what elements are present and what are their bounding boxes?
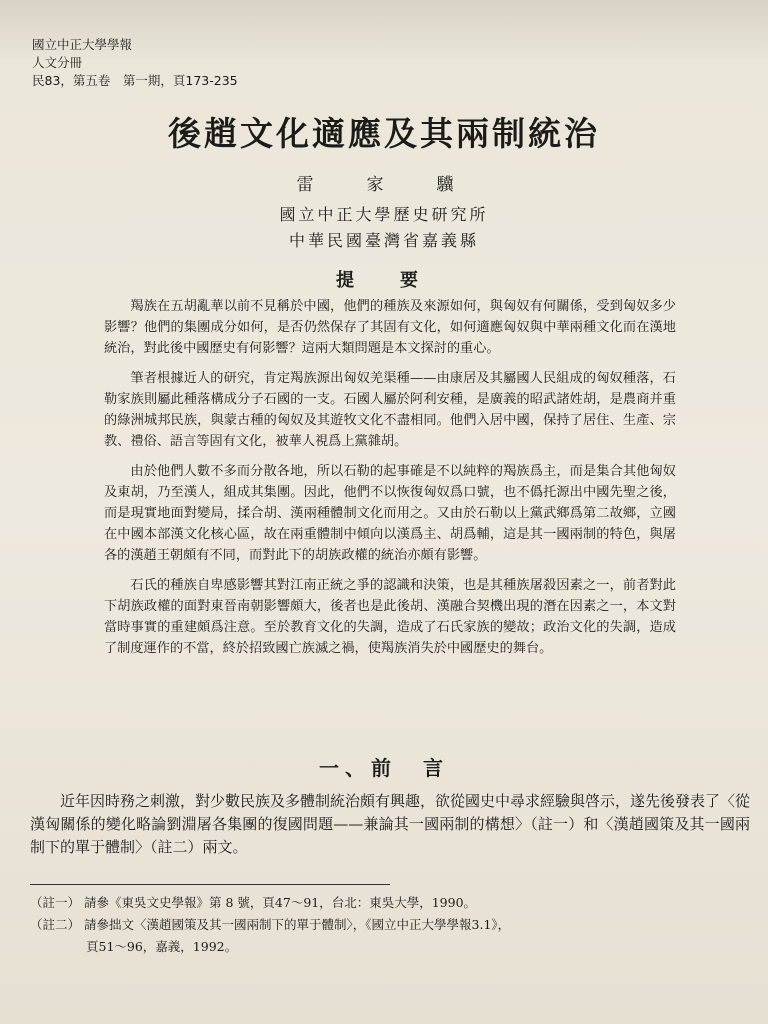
journal-volume-info: 民83，第五卷 第一期，頁173-235 xyxy=(32,73,238,88)
footnote-continuation: 頁51～96，嘉義，1992。 xyxy=(86,939,238,954)
footnote-text: 請參《東吳文史學報》第 8 號，頁47～91，台北：東吳大學，1990。 xyxy=(84,895,477,910)
section-heading: 一、前 言 xyxy=(319,756,449,780)
author-affiliation-location: 中華民國臺灣省嘉義縣 xyxy=(288,231,479,250)
abstract-paragraph: 石氏的種族自卑感影響其對江南正統之爭的認識和決策，也是其種族屠殺因素之一，前者對此下胡族政權的面對東晉南朝影響頗大，後者也是此後胡、漢融合契機出現的潛在因素之一，本文對當時事實的重建頗爲注意。至於教育文化的失調，造成了石氏家族的變故；政治文化的失調，造成了制度運作的不當，終於招致國亡族滅之禍，使羯族消失於中國歷史的舞台。 xyxy=(104,578,676,656)
section-body: 近年因時務之刺激，對少數民族及多體制統治頗有興趣，欲從國史中尋求經驗與啓示，遂先後發表了〈從漢匈關係的變化略論劉淵屠各集團的復國問題——兼論其一國兩制的構想〉（註一）和〈漢趙國策及其一國兩制下的單于體制〉（註二）兩文。 xyxy=(30,792,751,856)
abstract-paragraph: 由於他們人數不多而分散各地，所以石勒的起事確是不以純粹的羯族爲主，而是集合其他匈奴及東胡，乃至漢人，組成其集團。因此，他們不以恢復匈奴爲口號，也不僞托源出中國先聖之後，而是現實地面對變局，揉合胡、漢兩種體制文化而用之。又由於石勒以上黨武鄉爲第二故鄉，立國在中國本部漢文化核心區，故在兩重體制中傾向以漢爲主、胡爲輔，這是其一國兩制的特色，與屠各的漢趙王朝頗有不同，而對此下的胡族政權的統治亦頗有影響。 xyxy=(104,464,676,563)
abstract-paragraph: 羯族在五胡亂華以前不見稱於中國，他們的種族及來源如何，與匈奴有何關係，受到匈奴多少影響？他們的集團成分如何，是否仍然保存了其固有文化，如何適應匈奴與中華兩種文化而在漢地統治，對此後中國歷史有何影響？這兩大類問題是本文探討的重心。 xyxy=(104,299,676,356)
footnote-item xyxy=(30,892,754,914)
footnote-label: （註一） xyxy=(30,895,81,910)
abstract-heading: 提 要 xyxy=(336,270,432,291)
footnotes xyxy=(30,892,754,958)
footnote-text: 請參拙文〈漢趙國策及其一國兩制下的單于體制〉，《國立中正大學學報3.1》， xyxy=(84,917,511,932)
journal-section: 人文分冊 xyxy=(32,55,83,70)
abstract-paragraph: 筆者根據近人的研究，肯定羯族源出匈奴羌渠種——由康居及其屬國人民組成的匈奴種落，石勒家族則屬此種落構成分子石國的一支。石國人屬於阿利安種，是廣義的昭武諸姓胡，是農商并重的綠洲城邦民族，與蒙古種的匈奴及其遊牧文化不盡相同。他們入居中國，保持了居住、生產、宗教、禮俗、語言等固有文化，被華人視爲上黨雜胡。 xyxy=(104,371,676,449)
footnote-label: （註二） xyxy=(30,917,81,932)
author-affiliation-institute: 國立中正大學歷史研究所 xyxy=(279,205,489,224)
author-name: 雷 家 驥 xyxy=(296,175,472,195)
abstract-body xyxy=(104,296,676,668)
footnote-divider xyxy=(30,884,390,885)
journal-name: 國立中正大學學報 xyxy=(32,37,133,52)
journal-header xyxy=(32,36,238,90)
paper-title: 後趙文化適應及其兩制統治 xyxy=(168,114,600,153)
footnote-item xyxy=(30,914,754,936)
